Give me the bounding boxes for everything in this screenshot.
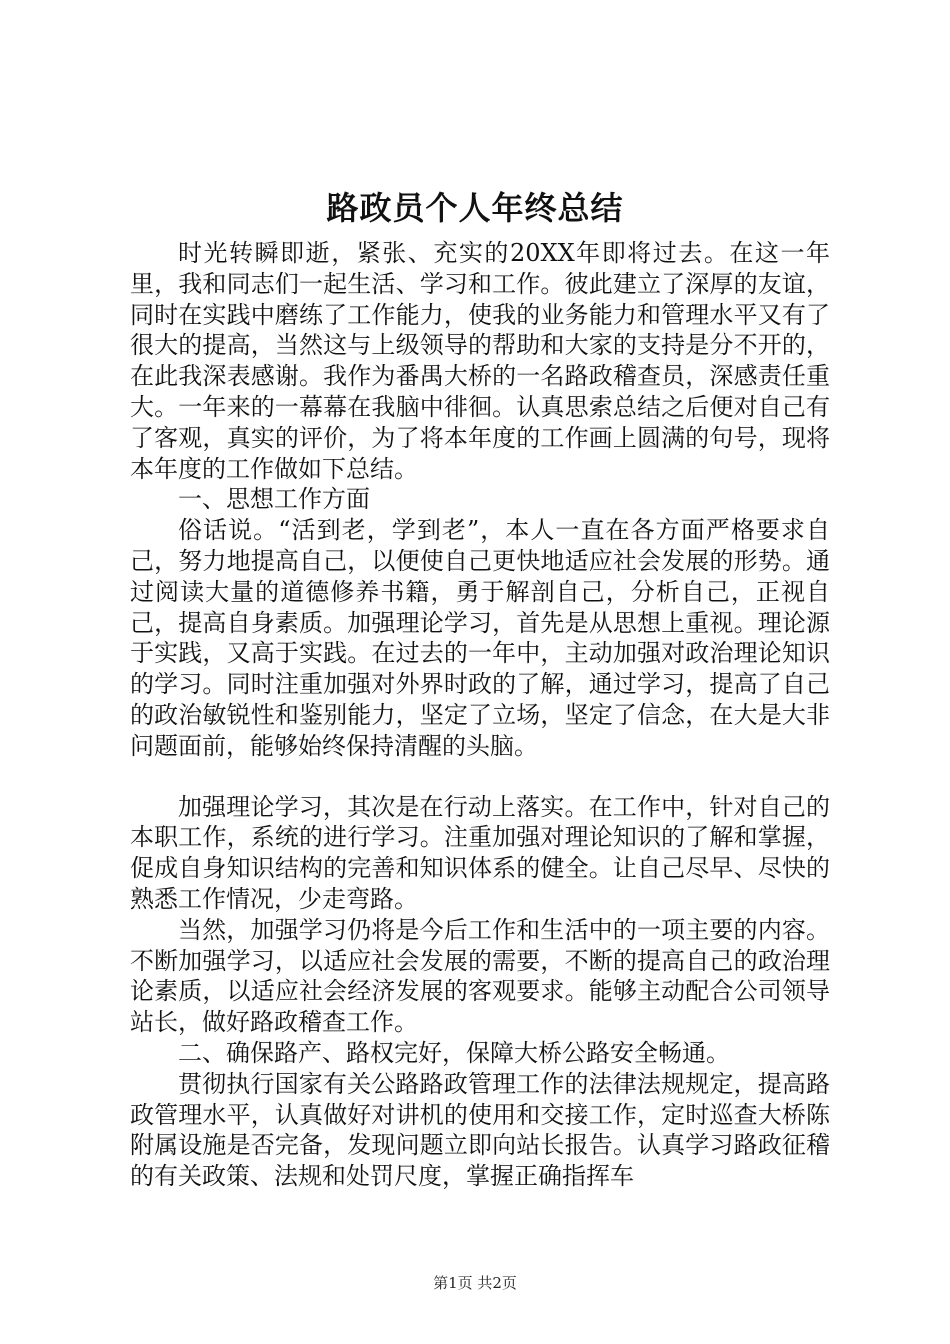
- paragraph-practice: 加强理论学习，其次是在行动上落实。在工作中，针对自己的本职工作，系统的进行学习。注重加强对理论知识的了解和掌握，促成自身知识结构的完善和知识体系的健全。让自己尽早、尽快的熟悉工作情况，少走弯路。: [130, 792, 830, 913]
- paragraph-continue-learning: 当然，加强学习仍将是今后工作和生活中的一项主要的内容。不断加强学习，以适应社会发展的需要，不断的提高自己的政治理论素质，以适应社会经济发展的客观要求。能够主动配合公司领导站长，做好路政稽查工作。: [130, 915, 830, 1037]
- document-body: [130, 238, 830, 1192]
- paragraph-road-management: 贯彻执行国家有关公路路政管理工作的法律法规规定，提高路政管理水平，认真做好对讲机的使用和交接工作，定时巡查大桥陈附属设施是否完备，发现问题立即向站长报告。认真学习路政征稽的有关政策、法规和处罚尺度，掌握正确指挥车: [130, 1069, 830, 1191]
- paragraph-intro: 时光转瞬即逝，紧张、充实的20XX年即将过去。在这一年里，我和同志们一起生活、学习和工作。彼此建立了深厚的友谊，同时在实践中磨练了工作能力，使我的业务能力和管理水平又有了很大的提高，当然这与上级领导的帮助和大家的支持是分不开的，在此我深表感谢。我作为番禺大桥的一名路政稽查员，深感责任重大。一年来的一幕幕在我脑中徘徊。认真思索总结之后便对自己有了客观，真实的评价，为了将本年度的工作画上圆满的句号，现将本年度的工作做如下总结。: [130, 239, 830, 483]
- section-heading-thought-work: 一、思想工作方面: [178, 485, 370, 514]
- document-title: 路政员个人年终总结: [326, 189, 624, 227]
- paragraph-study: 俗话说。“活到老，学到老”，本人一直在各方面严格要求自己，努力地提高自己，以便使自己更快地适应社会发展的形势。通过阅读大量的道德修养书籍，勇于解剖自己，分析自己，正视自己，提高自身素质。加强理论学习，首先是从思想上重视。理论源于实践，又高于实践。在过去的一年中，主动加强对政治理论知识的学习。同时注重加强对外界时政的了解，通过学习，提高了自己的政治敏锐性和鉴别能力，坚定了立场，坚定了信念，在大是大非问题面前，能够始终保持清醒的头脑。: [130, 516, 830, 760]
- page-number-footer: 第1页 共2页: [433, 1274, 517, 1292]
- section-heading-road-safety: 二、确保路产、路权完好，保障大桥公路安全畅通。: [178, 1038, 730, 1067]
